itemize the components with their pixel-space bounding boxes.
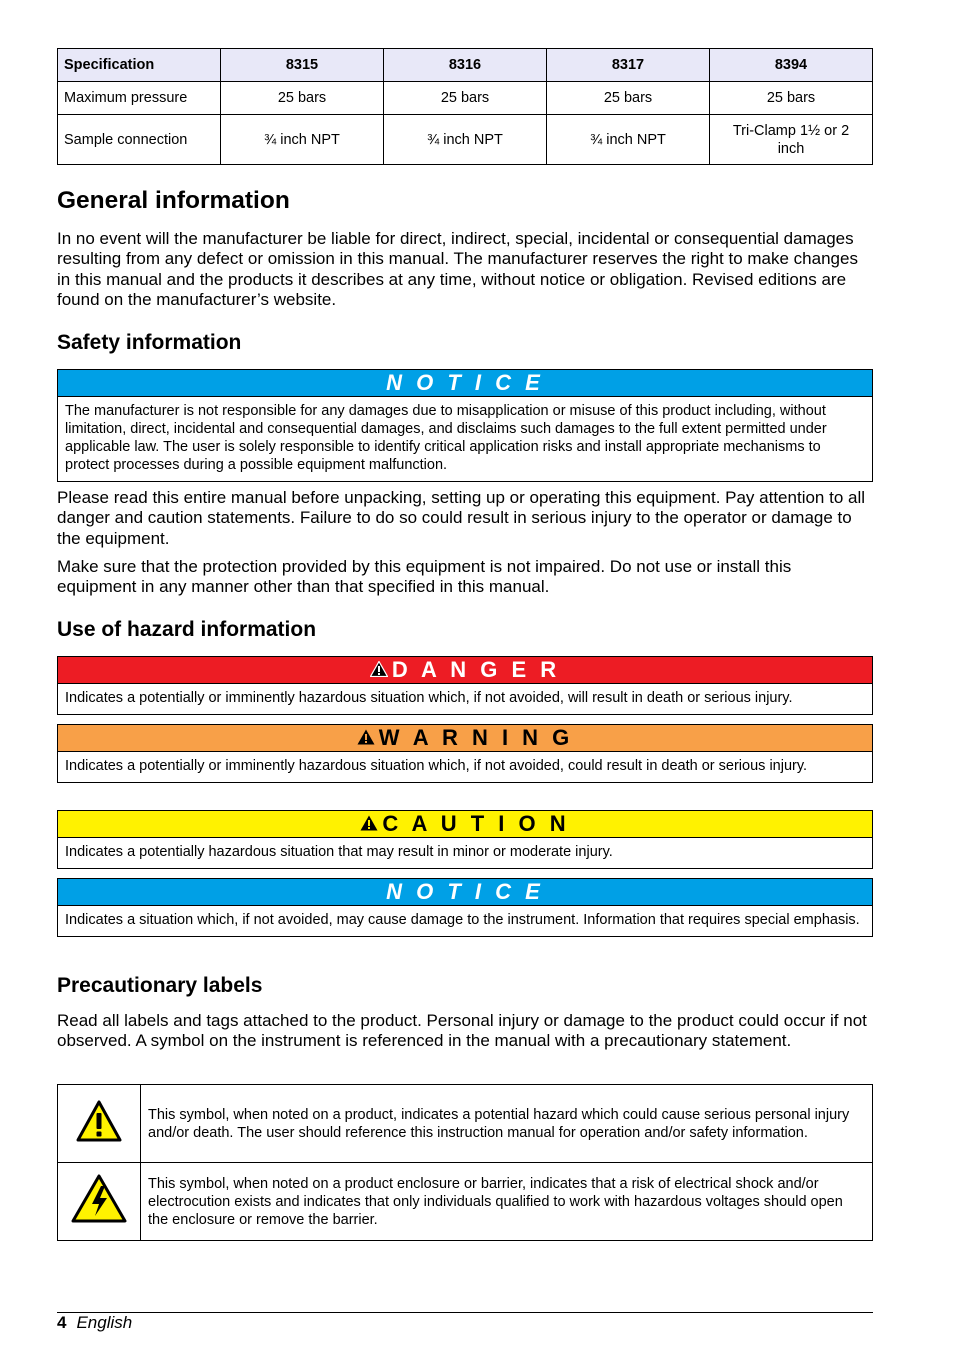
electrical-shock-icon bbox=[71, 1212, 127, 1228]
danger-label: D A N G E R bbox=[391, 657, 561, 682]
notice-box bbox=[57, 369, 873, 482]
table-cell: ¾ inch NPT bbox=[221, 115, 384, 165]
warning-box bbox=[57, 724, 873, 783]
specification-table bbox=[57, 48, 873, 165]
table-row bbox=[58, 1085, 873, 1163]
label-description: This symbol, when noted on a product enclosure or barrier, indicates that a risk of electrical shock and/or electrocution exists and indicates that only individuals qualified to work with hazardous voltages should open the enclosure or remove the barrier. bbox=[141, 1163, 873, 1241]
caution-text: Indicates a potentially hazardous situation that may result in minor or moderate injury. bbox=[65, 844, 613, 860]
hazard-triangle-icon bbox=[360, 811, 378, 837]
label-icon-cell bbox=[58, 1163, 141, 1241]
danger-box bbox=[57, 656, 873, 715]
danger-bar bbox=[58, 657, 872, 684]
label-icon-cell bbox=[58, 1085, 141, 1163]
table-cell: 25 bars bbox=[384, 82, 547, 115]
table-row bbox=[58, 115, 873, 165]
warning-triangle-icon bbox=[76, 1130, 122, 1146]
danger-text: Indicates a potentially or imminently hazardous situation which, if not avoided, will result in death or serious injury. bbox=[65, 690, 793, 706]
notice-text: Indicates a situation which, if not avoided, may cause damage to the instrument. Information that requires special emphasis. bbox=[65, 912, 860, 928]
caution-label: C A U T I O N bbox=[382, 811, 570, 836]
footer-language: English bbox=[76, 1313, 133, 1332]
safety-paragraph: Please read this entire manual before unpacking, setting up or operating this equipment. Pay attention to all danger and caution statements. Failure to do so could result in serious injury to the operator or damage to the equipment. bbox=[57, 488, 866, 548]
table-cell: ¾ inch NPT bbox=[384, 115, 547, 165]
footer bbox=[57, 1313, 132, 1333]
warning-text: Indicates a potentially or imminently hazardous situation which, if not avoided, could result in death or serious injury. bbox=[65, 758, 808, 774]
table-cell: 25 bars bbox=[221, 82, 384, 115]
hazard-triangle-icon bbox=[357, 725, 375, 751]
table-cell: Tri-Clamp 1½ or 2 inch bbox=[710, 115, 873, 165]
hazard-triangle-icon bbox=[370, 657, 388, 683]
footer-divider bbox=[57, 1312, 873, 1313]
spec-header: 8315 bbox=[221, 49, 384, 82]
precautionary-labels-intro: Read all labels and tags attached to the product. Personal injury or damage to the product could occur if not observed. A symbol on the instrument is referenced in the manual with a precautionary statement. bbox=[57, 1011, 867, 1051]
page-number: 4 bbox=[57, 1313, 67, 1332]
precautionary-labels-table bbox=[57, 1084, 873, 1241]
caution-box bbox=[57, 810, 873, 869]
warning-bar bbox=[58, 725, 872, 752]
safety-information-heading: Safety information bbox=[57, 331, 242, 354]
table-cell: 25 bars bbox=[710, 82, 873, 115]
spec-header: 8316 bbox=[384, 49, 547, 82]
precautionary-labels-heading: Precautionary labels bbox=[57, 974, 263, 997]
table-cell: ¾ inch NPT bbox=[547, 115, 710, 165]
safety-paragraph: Make sure that the protection provided by this equipment is not impaired. Do not use or install this equipment in any manner other than that specified in this manual. bbox=[57, 557, 792, 597]
table-row bbox=[58, 1163, 873, 1241]
spec-header: 8394 bbox=[710, 49, 873, 82]
notice-box bbox=[57, 878, 873, 937]
hazard-information-heading: Use of hazard information bbox=[57, 618, 317, 641]
table-cell: Sample connection bbox=[58, 115, 221, 165]
spec-header: Specification bbox=[58, 49, 221, 82]
warning-label: W A R N I N G bbox=[378, 725, 574, 750]
general-information-heading: General information bbox=[57, 187, 290, 214]
notice-label: N O T I C E bbox=[58, 879, 872, 906]
notice-label: N O T I C E bbox=[58, 370, 872, 397]
general-information-text: In no event will the manufacturer be liable for direct, indirect, special, incidental or consequential damages resulting from any defect or omission in this manual. The manufacturer reserves the right to make changes in this manual and the products it describes at any time, without notice or obligation. Revised editions are found on the manufacturer’s website. bbox=[57, 229, 858, 310]
caution-bar bbox=[58, 811, 872, 838]
notice-text: The manufacturer is not responsible for any damages due to misapplication or misuse of this product including, without limitation, direct, incidental and consequential damages, and disclaims such damages to the full extent permitted under applicable law. The user is solely responsible to identify critical application risks and install appropriate mechanisms to protect processes during a possible equipment malfunction. bbox=[65, 403, 827, 473]
table-cell: 25 bars bbox=[547, 82, 710, 115]
label-description: This symbol, when noted on a product, indicates a potential hazard which could cause serious personal injury and/or death. The user should reference this instruction manual for operation and/or safety information. bbox=[141, 1085, 873, 1163]
table-row bbox=[58, 82, 873, 115]
table-cell: Maximum pressure bbox=[58, 82, 221, 115]
spec-header: 8317 bbox=[547, 49, 710, 82]
